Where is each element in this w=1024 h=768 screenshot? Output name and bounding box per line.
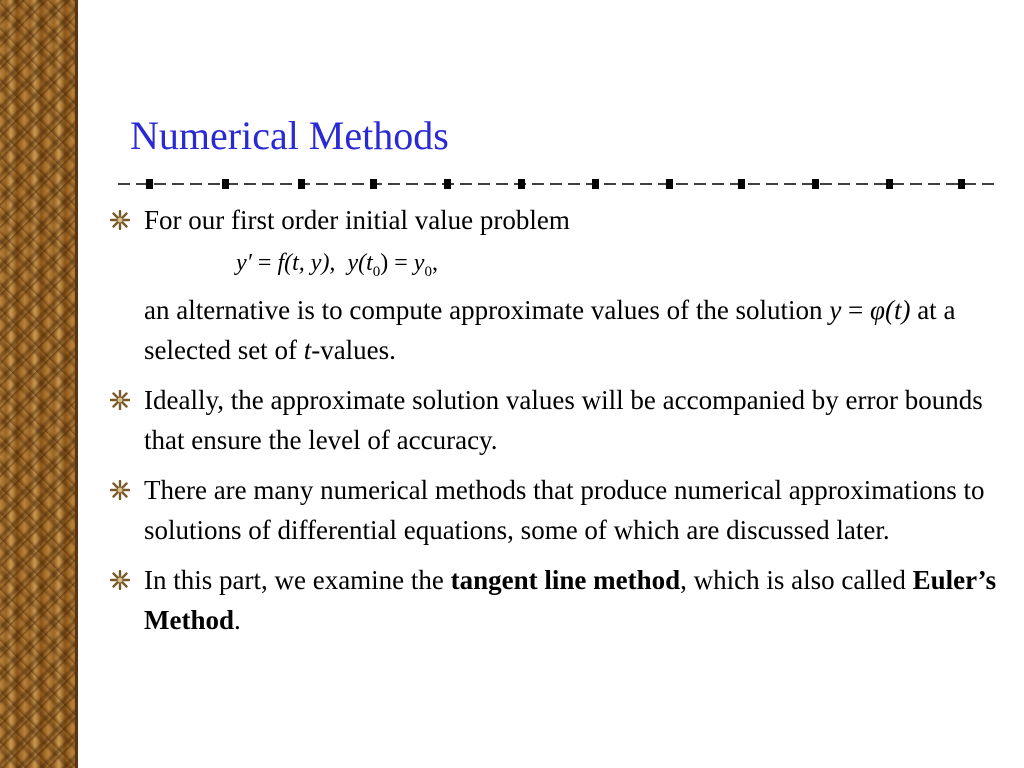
bullet-continuation	[144, 290, 1000, 370]
asterisk-star-icon	[110, 480, 130, 500]
formula-y0: y	[413, 250, 425, 276]
tangent-line-method: tangent line method	[450, 565, 681, 595]
bullet-text: Ideally, the approximate solution values will be accompanied by error bounds that ensure the level of accuracy.	[144, 385, 983, 455]
formula-f: f	[277, 250, 285, 276]
asterisk-star-icon	[110, 390, 130, 410]
asterisk-star-icon	[110, 570, 130, 590]
formula-args: (t, y),	[284, 250, 336, 276]
bullet-text-end: .	[234, 605, 241, 635]
asterisk-star-icon	[110, 210, 130, 230]
bullet-item	[110, 560, 1000, 640]
cont-text-a: an alternative is to compute approximate values of the solution	[144, 295, 830, 325]
cont-phi: φ	[870, 295, 885, 325]
formula-lhs: y′	[236, 250, 252, 276]
ivp-formula	[110, 248, 1000, 278]
bullet-text: There are many numerical methods that produce numerical approximations to solutions of differential equations, some of which are discussed later.	[144, 475, 985, 545]
cont-y: y	[829, 295, 842, 325]
slide-title: Numerical Methods	[130, 113, 449, 158]
formula-equals: =	[257, 250, 272, 276]
cont-paren: (t)	[884, 295, 911, 325]
cont-eq: =	[841, 295, 871, 325]
wood-sidebar	[0, 0, 78, 768]
bullet-item	[110, 470, 1000, 550]
cont-text-b: at a selected set of	[144, 295, 956, 365]
formula-y0-sub: 0	[424, 263, 432, 280]
dashed-divider	[118, 176, 998, 192]
bullet-text: For our first order initial value problem	[144, 205, 570, 235]
eulers-method: Euler’s Method	[144, 565, 997, 635]
cont-text-c: -values.	[311, 335, 396, 365]
formula-ic-sub: 0	[372, 263, 381, 280]
bullet-item	[110, 200, 1000, 240]
formula-ic-close: ) =	[380, 250, 408, 276]
cont-t: t	[303, 335, 312, 365]
formula-end: ,	[431, 250, 438, 276]
bullet-text-mid: , which is also called	[680, 565, 913, 595]
formula-ic-y: y(t	[347, 250, 373, 276]
bullet-item	[110, 380, 1000, 460]
slide-body	[110, 200, 1000, 650]
bullet-text-pre: In this part, we examine the	[144, 565, 451, 595]
